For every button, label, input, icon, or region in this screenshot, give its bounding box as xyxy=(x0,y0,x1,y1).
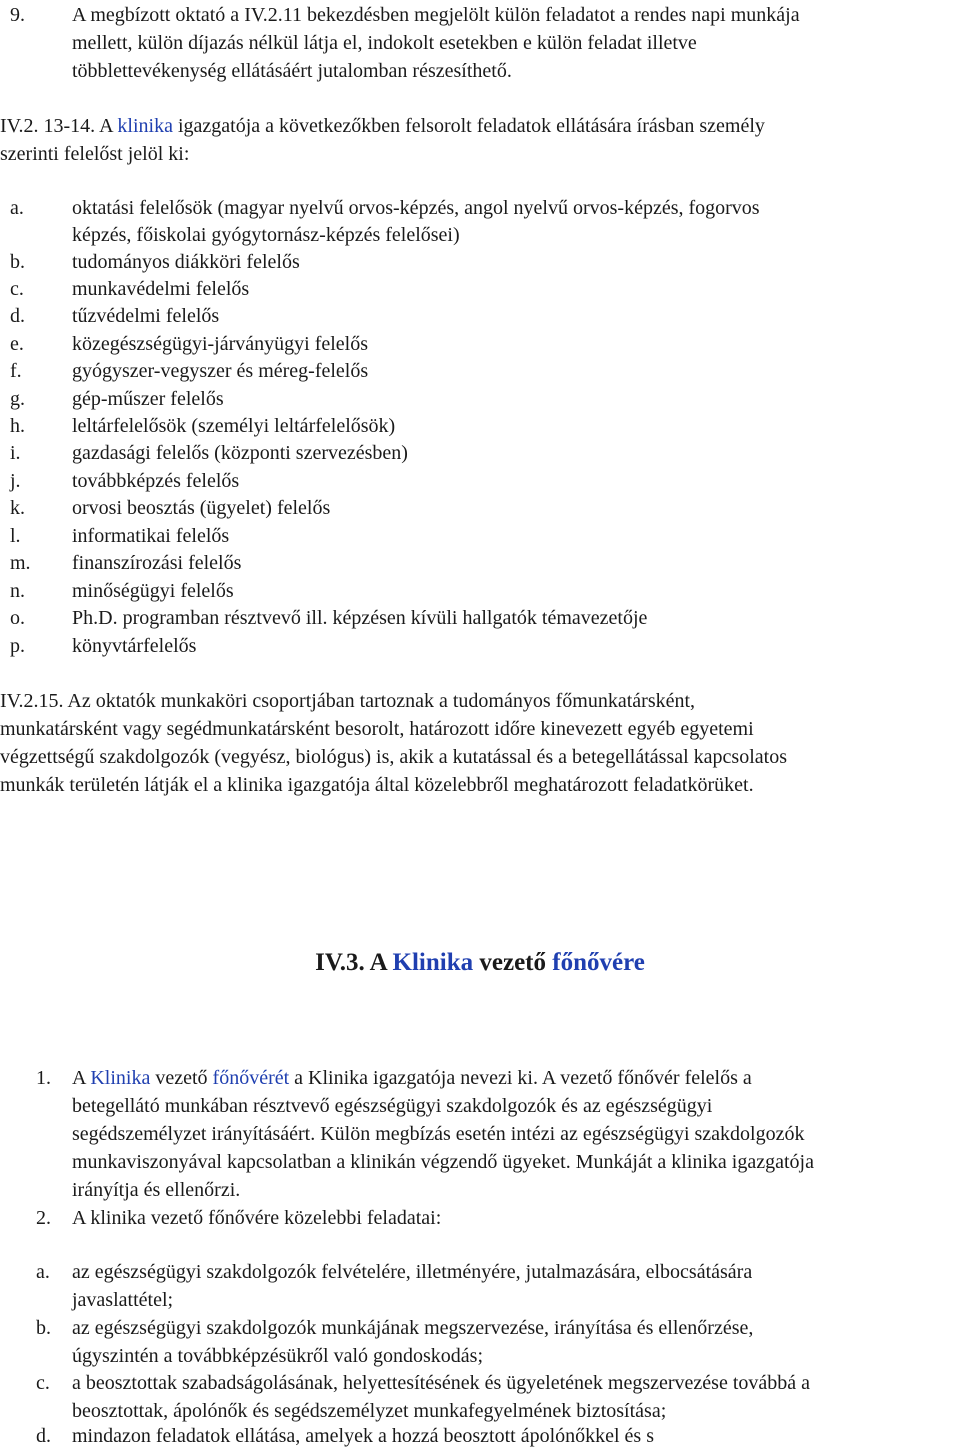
paragraph-1-line-4: munkaviszonyával kapcsolatban a klinikán végzendő ügyeket. Munkáját a klinika igazgatója xyxy=(72,1151,814,1173)
list-item: Ph.D. programban résztvevő ill. képzésen kívüli hallgatók témavezetője xyxy=(72,607,648,629)
list-item: közegészségügyi-járványügyi felelős xyxy=(72,333,369,355)
list-item: mindazon feladatok ellátása, amelyek a hozzá beosztott ápolónőkkel és s xyxy=(72,1425,655,1447)
klinika-link[interactable]: Klinika xyxy=(90,1067,151,1089)
paragraph-2-label: 2. xyxy=(36,1207,51,1229)
heading-prefix: IV.3. A xyxy=(315,949,393,976)
list-item-label: b. xyxy=(36,1317,51,1339)
klinika-link[interactable]: klinika xyxy=(117,115,173,137)
list-item-label: b. xyxy=(10,251,25,273)
list-item: az egészségügyi szakdolgozók munkájának megszervezése, irányítása és ellenőrzése, xyxy=(72,1317,754,1339)
list-item: orvosi beosztás (ügyelet) felelős xyxy=(72,497,331,519)
list-item-label: d. xyxy=(36,1425,51,1447)
paragraph-1-label: 1. xyxy=(36,1067,51,1089)
list-item-label: h. xyxy=(10,415,25,437)
section-heading xyxy=(0,948,960,978)
item-9-line-2: mellett, külön díjazás nélkül látja el, indokolt esetekben e külön feladat illetve xyxy=(72,32,697,54)
list-item: munkavédelmi felelős xyxy=(72,278,250,300)
paragraph-1-line-2: betegellátó munkában résztvevő egészségügyi szakdolgozók és az egészségügyi xyxy=(72,1095,713,1117)
section-13-line-1 xyxy=(0,113,765,139)
paragraph-2-text: A klinika vezető főnővére közelebbi feladatai: xyxy=(72,1207,442,1229)
list-item-label: g. xyxy=(10,388,25,410)
paragraph-1-line-5: irányítja és ellenőrzi. xyxy=(72,1179,241,1201)
list-item: oktatási felelősök (magyar nyelvű orvos-képzés, angol nyelvű orvos-képzés, fogorvos xyxy=(72,197,760,219)
list-item-label: m. xyxy=(10,552,31,574)
list-item-label: n. xyxy=(10,580,25,602)
list-item-label: j. xyxy=(10,470,21,492)
item-9-line-3: többlettevékenység ellátásáért jutalomban részesíthető. xyxy=(72,60,512,82)
list-item-label: i. xyxy=(10,442,21,464)
list-item-label: f. xyxy=(10,360,22,382)
section-13-line-2: szerinti felelőst jelöl ki: xyxy=(0,143,190,165)
list-item-label: o. xyxy=(10,607,25,629)
list-item-label: d. xyxy=(10,305,25,327)
list-item: gazdasági felelős (központi szervezésben) xyxy=(72,442,408,464)
list-item-label: a. xyxy=(36,1261,50,1283)
paragraph-1-rest: a Klinika igazgatója nevezi ki. A vezető főnővér felelős a xyxy=(289,1067,752,1089)
paragraph-1-pre: A xyxy=(72,1067,91,1089)
list-item-label: c. xyxy=(36,1372,50,1394)
list-item: informatikai felelős xyxy=(72,525,230,547)
list-item: továbbképzés felelős xyxy=(72,470,240,492)
list-item-label: e. xyxy=(10,333,24,355)
list-item: könyvtárfelelős xyxy=(72,635,197,657)
fonovere-link[interactable]: főnővére xyxy=(552,949,645,976)
section-15-line-2: munkatársként vagy segédmunkatársként besorolt, határozott időre kinevezett egyéb egyetemi xyxy=(0,718,754,740)
section-13-prefix: IV.2. 13-14. A xyxy=(0,115,118,137)
list-item: az egészségügyi szakdolgozók felvételére, illetményére, jutalmazására, elbocsátására xyxy=(72,1261,753,1283)
list-item: leltárfelelősök (személyi leltárfelelősök) xyxy=(72,415,396,437)
list-item: finanszírozási felelős xyxy=(72,552,242,574)
list-item: minőségügyi felelős xyxy=(72,580,234,602)
list-item-continuation: képzés, főiskolai gyógytornász-képzés felelősei) xyxy=(72,224,460,246)
list-item-label: k. xyxy=(10,497,25,519)
list-item: tudományos diákköri felelős xyxy=(72,251,300,273)
item-9-line-1: A megbízott oktató a IV.2.11 bekezdésben megjelölt külön feladatot a rendes napi munkája xyxy=(72,4,800,26)
fonoveret-link[interactable]: főnővérét xyxy=(212,1067,290,1089)
list-item-label: p. xyxy=(10,635,25,657)
list-item-continuation: beosztottak, ápolónők és segédszemélyzet munkafegyelmének biztosítása; xyxy=(72,1400,667,1422)
heading-mid: vezető xyxy=(473,949,553,976)
item-9-label: 9. xyxy=(10,4,25,26)
list-item: gép-műszer felelős xyxy=(72,388,224,410)
list-item-label: l. xyxy=(10,525,21,547)
section-15-line-4: munkák területén látják el a klinika igazgatója által közelebbről meghatározott feladatkörüket. xyxy=(0,774,754,796)
list-item: a beosztottak szabadságolásának, helyettesítésének és ügyeletének megszervezése továbbá a xyxy=(72,1372,811,1394)
section-13-rest: igazgatója a következőkben felsorolt feladatok ellátására írásban személy xyxy=(172,115,765,137)
list-item: gyógyszer-vegyszer és méreg-felelős xyxy=(72,360,369,382)
list-item: tűzvédelmi felelős xyxy=(72,305,220,327)
list-item-continuation: javaslattétel; xyxy=(72,1289,174,1311)
section-15-line-1: IV.2.15. Az oktatók munkaköri csoportjában tartoznak a tudományos főmunkatársként, xyxy=(0,690,696,712)
paragraph-1-line-1 xyxy=(72,1065,752,1091)
section-15-line-3: végzettségű szakdolgozók (vegyész, biológus) is, akik a kutatással és a betegellátással kapcsolatos xyxy=(0,746,787,768)
list-item-continuation: úgyszintén a továbbképzésükről való gondoskodás; xyxy=(72,1345,484,1367)
list-item-label: c. xyxy=(10,278,24,300)
paragraph-1-mid: vezető xyxy=(150,1067,213,1089)
list-item-label: a. xyxy=(10,197,24,219)
klinika-link[interactable]: Klinika xyxy=(392,949,474,976)
paragraph-1-line-3: segédszemélyzet irányításáért. Külön megbízás esetén intézi az egészségügyi szakdolgozók xyxy=(72,1123,805,1145)
